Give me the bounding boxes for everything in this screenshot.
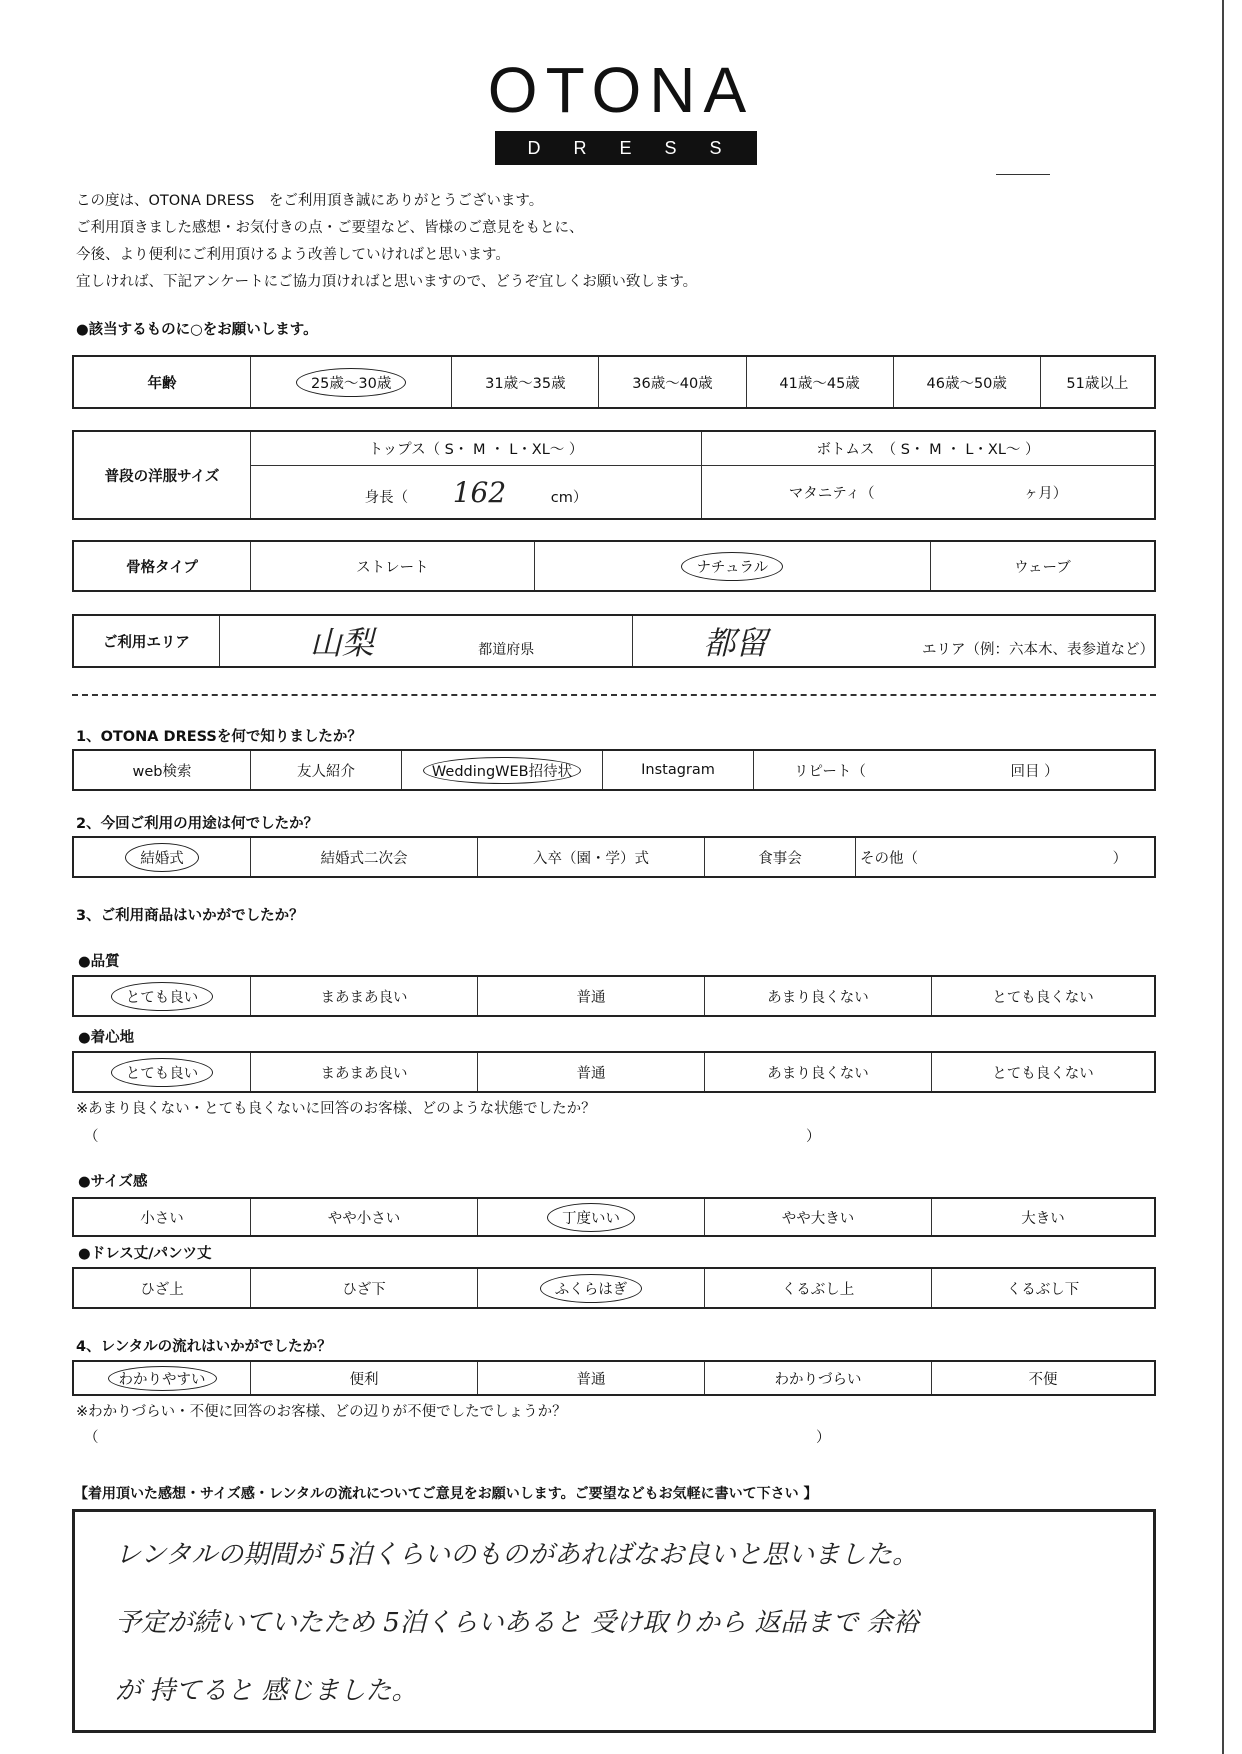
q2-title: 2、今回ご利用の用途は何でしたか？ [76,816,319,832]
q1-title: 1、OTONA DRESSを何で知りましたか？ [76,729,362,745]
length-selected: ふくらはぎ [540,1274,643,1303]
comfort-option[interactable] [73,1052,251,1092]
fit-option[interactable]: 大きい [932,1198,1156,1236]
age-option-selected: 25歳～30歳 [296,368,406,397]
comment-line: レンタルの期間が 5泊くらいのものがあればなお良いと思いました。 [115,1540,919,1570]
age-option[interactable]: 31歳～35歳 [452,356,599,408]
q1-repeat-unit: 回目 ） [1010,763,1059,780]
fit-table [72,1197,1156,1237]
q4-option[interactable]: わかりづらい [705,1361,932,1395]
quality-option[interactable]: まあまあ良い [251,976,478,1016]
bottoms-size[interactable]: ボトムス （ S・ M ・ L・XL～ ） [702,431,1156,466]
body-type-option[interactable]: ストレート [251,541,535,591]
intro-line: この度は、OTONA DRESS をご利用頂き誠にありがとうございます。 [76,193,544,209]
height-unit: cm） [550,489,588,506]
comment-line: 予定が続いていたため 5泊くらいあると 受け取りから 返品まで 余裕 [115,1608,919,1638]
flow-close-paren: ） [816,1430,831,1446]
fit-option[interactable]: やや大きい [705,1198,932,1236]
length-option[interactable]: ひざ下 [251,1268,478,1308]
q2-option[interactable] [73,837,251,877]
fit-label: ●サイズ感 [78,1174,148,1190]
area-value: 都留 [703,624,768,662]
age-option[interactable]: 41歳～45歳 [746,356,893,408]
comfort-label: ●着心地 [78,1030,135,1046]
prefecture-value: 山梨 [309,624,374,662]
maternity-label: マタニティ（ [788,485,875,502]
q1-repeat-label: リピート（ [794,763,866,780]
height-value: 162 [452,475,507,509]
comment-box[interactable] [72,1509,1156,1733]
brand-logo: OTONA [487,54,755,126]
comfort-option[interactable]: とても良くない [932,1052,1156,1092]
comment-line: が 持てると 感じました。 [115,1676,418,1706]
q4-title: 4、レンタルの流れはいかがでしたか？ [76,1339,332,1355]
page-edge-line [1222,0,1224,1754]
q4-option[interactable]: 便利 [251,1361,478,1395]
q2-table [72,836,1156,878]
quality-selected: とても良い [111,982,214,1011]
age-option[interactable]: 51歳以上 [1040,356,1155,408]
q3-title: 3、ご利用商品はいかがでしたか？ [76,908,304,924]
age-label: 年齢 [73,356,251,408]
flow-note: ※わかりづらい・不便に回答のお客様、どの辺りが不便でしたでしょうか？ [76,1404,567,1420]
quality-table [72,975,1156,1017]
comfort-option[interactable]: あまり良くない [705,1052,932,1092]
q4-option[interactable]: 不便 [932,1361,1156,1395]
quality-option[interactable]: 普通 [478,976,705,1016]
q2-option[interactable]: 結婚式二次会 [251,837,478,877]
quality-option[interactable]: とても良くない [932,976,1156,1016]
q2-other[interactable] [856,837,1156,877]
area-label: ご利用エリア [73,615,219,667]
fit-option[interactable] [478,1198,705,1236]
age-option[interactable]: 36歳～40歳 [599,356,746,408]
length-option[interactable]: くるぶし下 [932,1268,1156,1308]
q2-option[interactable]: 入卒（園・学）式 [478,837,705,877]
height-field[interactable] [251,466,702,519]
length-option[interactable] [478,1268,705,1308]
q1-repeat[interactable] [754,750,1156,790]
area-hint: エリア（例：六本木、表参道など） [922,642,1154,658]
fit-option[interactable]: やや小さい [251,1198,478,1236]
length-table [72,1267,1156,1309]
quality-option[interactable] [73,976,251,1016]
comfort-option[interactable]: 普通 [478,1052,705,1092]
intro-line: 宜しければ、下記アンケートにご協力頂ければと思いますので、どうぞ宜しくお願い致します。 [76,274,698,290]
q1-option[interactable]: web検索 [73,750,251,790]
body-type-option[interactable]: ウェーブ [930,541,1155,591]
age-option[interactable] [251,356,452,408]
intro-line: 今後、より便利にご利用頂けるよう改善していければと思います。 [76,247,510,263]
length-label: ●ドレス丈/パンツ丈 [78,1246,212,1262]
brand-logo-sub: DRESS [495,131,757,165]
comfort-note: ※あまり良くない・とても良くないに回答のお客様、どのような状態でしたか？ [76,1101,596,1117]
q4-option[interactable] [73,1361,251,1395]
area-field[interactable] [633,615,1155,667]
fit-selected: 丁度いい [547,1203,635,1232]
intro-line: ご利用頂きました感想・お気付きの点・ご要望など、皆様のご意見をもとに、 [76,220,584,236]
age-table [72,355,1156,409]
prefecture-field[interactable] [219,615,633,667]
q1-table [72,749,1156,791]
prefecture-suffix: 都道府県 [478,642,535,658]
quality-option[interactable]: あまり良くない [705,976,932,1016]
age-option[interactable]: 46歳～50歳 [893,356,1040,408]
q4-option[interactable]: 普通 [478,1361,705,1395]
body-type-table [72,540,1156,592]
comfort-close-paren: ） [806,1129,821,1145]
height-label: 身長（ [364,489,409,506]
q1-option[interactable]: Instagram [603,750,754,790]
q4-selected: わかりやすい [108,1366,217,1391]
q1-option[interactable]: 友人紹介 [251,750,402,790]
body-type-selected: ナチュラル [681,552,783,581]
comfort-open-paren: （ [84,1129,99,1145]
q2-selected: 結婚式 [125,843,199,872]
area-table [72,614,1156,668]
q2-option[interactable]: 食事会 [705,837,856,877]
comment-title: 【着用頂いた感想・サイズ感・レンタルの流れについてご意見をお願いします。ご要望などもお気軽に書いて下さい 】 [74,1486,818,1502]
intro-text [76,188,976,296]
maternity-unit: ヶ月） [1023,485,1068,502]
top-right-rule [996,174,1050,175]
q1-option[interactable] [402,750,603,790]
q1-selected: WeddingWEB招待状 [423,757,581,784]
length-option[interactable]: くるぶし上 [705,1268,932,1308]
size-table [72,430,1156,520]
quality-label: ●品質 [78,954,120,970]
comfort-table [72,1051,1156,1093]
size-label: 普段の洋服サイズ [73,431,251,519]
length-option[interactable]: ひざ上 [73,1268,251,1308]
section-divider [72,694,1156,696]
comfort-option[interactable]: まあまあ良い [251,1052,478,1092]
instruction: ●該当するものに○をお願いします。 [76,322,318,338]
q2-other-label: その他（ [860,850,918,867]
flow-open-paren: （ [84,1430,99,1446]
fit-option[interactable]: 小さい [73,1198,251,1236]
body-type-label: 骨格タイプ [73,541,251,591]
comfort-selected: とても良い [111,1058,214,1087]
maternity-field[interactable] [702,466,1156,519]
q4-table [72,1360,1156,1396]
tops-size[interactable]: トップス（ S・ M ・ L・XL～ ） [251,431,702,466]
body-type-option[interactable] [534,541,930,591]
q2-other-close: ） [1112,850,1128,867]
